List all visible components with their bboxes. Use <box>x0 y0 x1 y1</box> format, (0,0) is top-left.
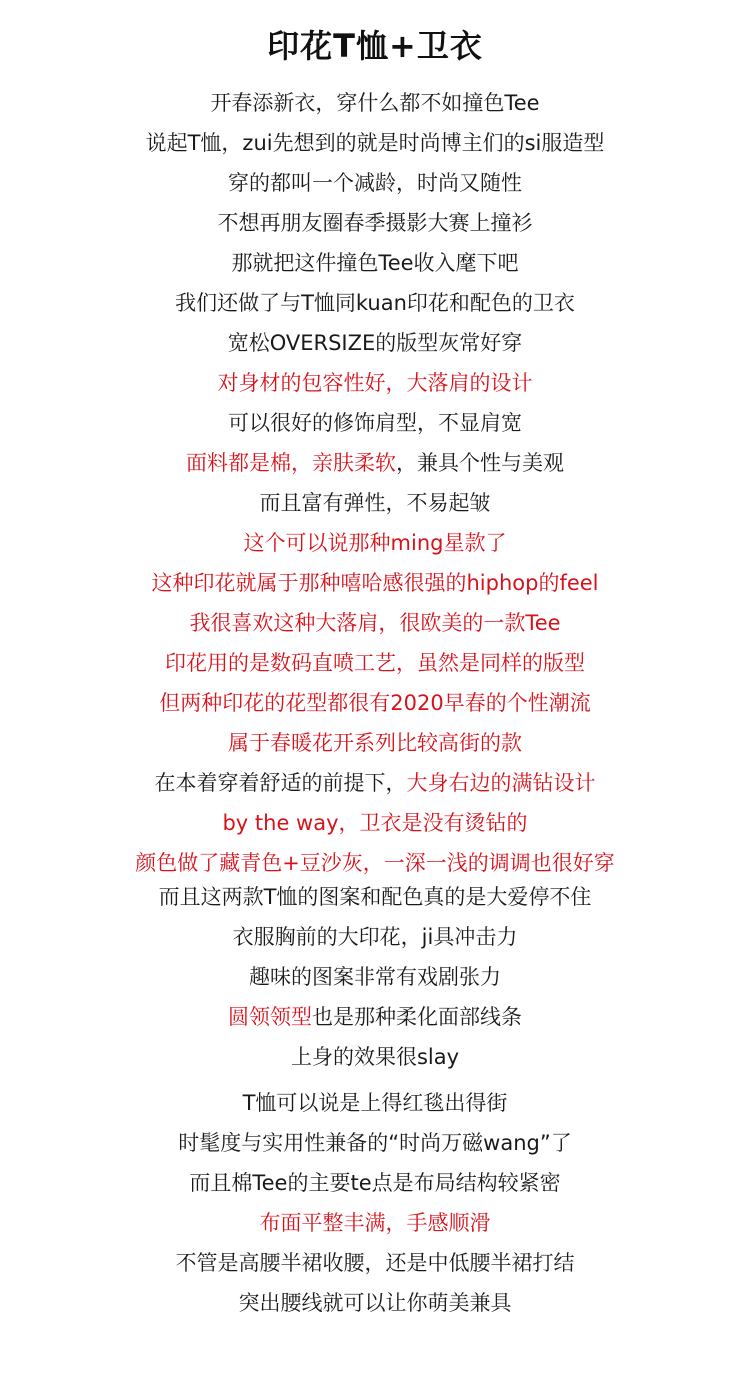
text-line <box>0 1042 750 1072</box>
body-text: 说起T恤，zui先想到的就是时尚博主们的si服造型 <box>145 131 605 155</box>
text-line <box>0 88 750 118</box>
text-line <box>0 1248 750 1278</box>
text-line <box>0 648 750 678</box>
page-title: 印花T恤+卫衣 <box>267 27 483 65</box>
text-line <box>0 1168 750 1198</box>
highlighted-text: 这种印花就属于那种嘻哈感很强的hiphop的feel <box>151 571 599 595</box>
body-text: 衣服胸前的大印花，ji具冲击力 <box>232 925 518 949</box>
text-line <box>0 408 750 438</box>
highlighted-text: 大身右边的满钻设计 <box>406 771 596 795</box>
highlighted-text: 属于春暖花开系列比较高街的款 <box>228 731 522 755</box>
highlighted-text: 对身材的包容性好，大落肩的设计 <box>217 371 533 395</box>
text-line <box>0 882 750 912</box>
highlighted-text: by the way，卫衣是没有烫钻的 <box>222 811 528 835</box>
body-text: 而且棉Tee的主要te点是布局结构较紧密 <box>189 1171 561 1195</box>
text-line <box>0 288 750 318</box>
text-line <box>0 768 750 798</box>
text-line <box>0 328 750 358</box>
body-text: 穿的都叫一个减龄，时尚又随性 <box>228 171 522 195</box>
body-text: 可以很好的修饰肩型，不显肩宽 <box>228 411 522 435</box>
highlighted-text: 但两种印花的花型都很有2020早春的个性潮流 <box>159 691 591 715</box>
highlighted-text: 颜色做了藏青色+豆沙灰，一深一浅的调调也很好穿 <box>135 851 615 875</box>
body-text: 也是那种柔化面部线条 <box>312 1005 522 1029</box>
highlighted-text: 我很喜欢这种大落肩，很欧美的一款Tee <box>189 611 561 635</box>
highlighted-text: 圆领领型 <box>228 1005 312 1029</box>
body-text: ，兼具个性与美观 <box>396 451 564 475</box>
text-line <box>0 488 750 518</box>
text-line <box>0 728 750 758</box>
body-text: 我们还做了与T恤同kuan印花和配色的卫衣 <box>175 291 575 315</box>
text-line <box>0 608 750 638</box>
text-line <box>0 1208 750 1238</box>
text-line <box>0 168 750 198</box>
highlighted-text: 面料都是棉，亲肤柔软 <box>186 451 396 475</box>
body-text: 而且富有弹性，不易起皱 <box>259 491 491 515</box>
text-line <box>0 208 750 238</box>
text-line <box>0 368 750 398</box>
highlighted-text: 这个可以说那种ming星款了 <box>243 531 507 555</box>
body-text: 上身的效果很slay <box>290 1045 460 1069</box>
body-text: 不管是高腰半裙收腰，还是中低腰半裙打结 <box>175 1251 575 1275</box>
highlighted-text: 布面平整丰满，手感顺滑 <box>259 1211 491 1235</box>
text-line <box>0 1288 750 1318</box>
text-line <box>0 568 750 598</box>
text-line <box>0 922 750 952</box>
body-text: 突出腰线就可以让你萌美兼具 <box>238 1291 512 1315</box>
text-line <box>0 1088 750 1118</box>
body-text: 趣味的图案非常有戏剧张力 <box>249 965 501 989</box>
text-line <box>0 128 750 158</box>
body-text: 而且这两款T恤的图案和配色真的是大爱停不住 <box>158 885 592 909</box>
text-line <box>0 848 750 878</box>
highlighted-text: 印花用的是数码直喷工艺，虽然是同样的版型 <box>165 651 585 675</box>
text-line <box>0 448 750 478</box>
body-text: 开春添新衣，穿什么都不如撞色Tee <box>210 91 540 115</box>
body-text: 时髦度与实用性兼备的“时尚万磁wang”了 <box>178 1131 572 1155</box>
text-line <box>0 1128 750 1158</box>
body-text: 那就把这件撞色Tee收入麾下吧 <box>231 251 519 275</box>
body-text: 宽松OVERSIZE的版型灰常好穿 <box>227 331 523 355</box>
text-line <box>0 962 750 992</box>
text-line <box>0 528 750 558</box>
body-text: 在本着穿着舒适的前提下， <box>154 771 407 795</box>
text-line <box>0 1002 750 1032</box>
text-line <box>0 248 750 278</box>
text-line <box>0 808 750 838</box>
text-line <box>0 688 750 718</box>
body-text: 不想再朋友圈春季摄影大赛上撞衫 <box>217 211 533 235</box>
body-text: T恤可以说是上得红毯出得街 <box>242 1091 508 1115</box>
